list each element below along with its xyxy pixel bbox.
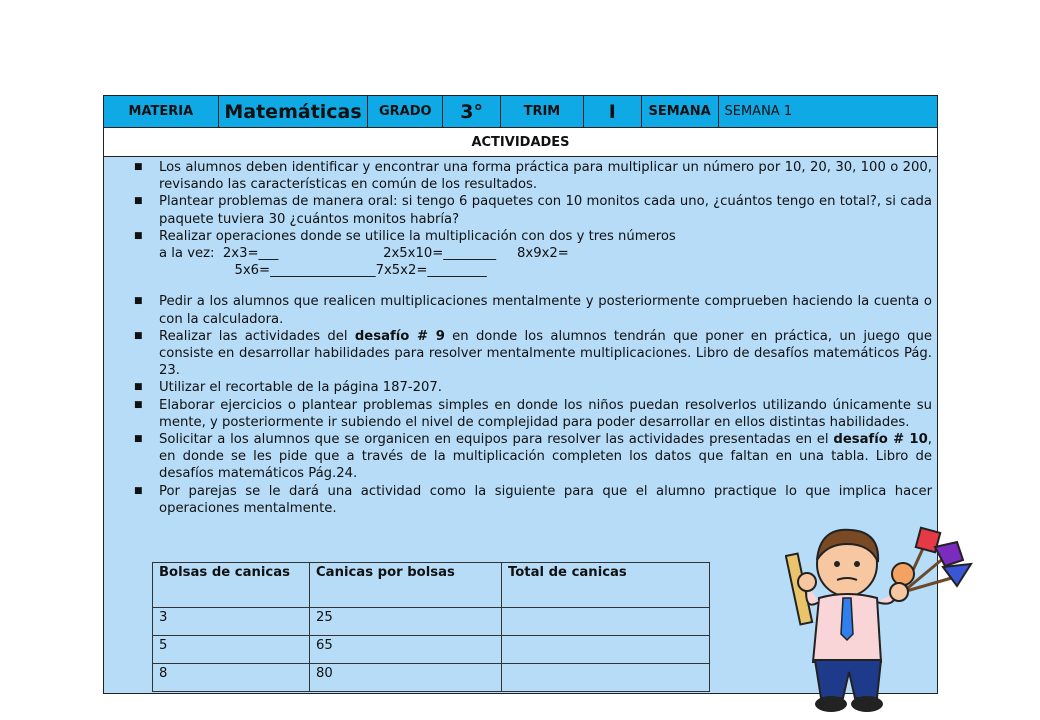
item-text: Los alumnos deben identificar y encontrar una forma práctica para multiplicar un número por 10, 20, 30, 100 o 200, revisando las características en común de los resultados. — [159, 160, 932, 193]
list-item — [104, 397, 934, 431]
item-text: Realizar las actividades del — [159, 328, 355, 344]
table-row — [153, 664, 710, 692]
square-bullet-icon: ■ — [134, 230, 143, 241]
teacher-clipart-icon — [785, 522, 975, 718]
activity-list — [104, 159, 934, 517]
square-bullet-icon: ■ — [134, 485, 143, 496]
operations-line-2: 5x6=________________7x5x2=_________ — [159, 263, 487, 279]
list-item — [104, 431, 934, 483]
item-text: Elaborar ejercicios o plantear problemas simples en donde los niños puedan resolverlos utilizando únicamente su mente, y posteriormente ir subiendo el nivel de complejidad para poder desarrollar en ellos distintas habilidades. — [159, 397, 932, 430]
grado-value: 3° — [443, 96, 501, 127]
square-bullet-icon: ■ — [134, 196, 143, 207]
square-bullet-icon: ■ — [134, 399, 143, 410]
list-item — [104, 159, 934, 193]
item-text: Por parejas se le dará una actividad como la siguiente para que el alumno practique lo que implica hacer operaciones mentalmente. — [159, 483, 932, 516]
square-bullet-icon: ■ — [134, 162, 143, 172]
grado-label: GRADO — [368, 96, 443, 127]
table-header: Canicas por bolsas — [310, 563, 502, 608]
table-cell: 25 — [310, 608, 502, 636]
materia-label: MATERIA — [104, 96, 219, 127]
list-item — [104, 228, 934, 280]
item-text-cont: en donde los alumnos tendrán que poner en práctica, un juego que consiste en desarrollar habilidades para resolver mentalmente multiplicaciones. Libro de desafíos matemáticos Pág. 23. — [159, 328, 933, 379]
trim-value: I — [584, 96, 642, 127]
semana-value: SEMANA 1 — [724, 104, 793, 119]
materia-value: Matemáticas — [219, 96, 369, 127]
table-cell: 5 — [153, 636, 310, 664]
semana-label: SEMANA — [642, 96, 719, 127]
item-text: Pedir a los alumnos que realicen multiplicaciones mentalmente y posteriormente comprueben haciendo la cuenta o con la calculadora. — [159, 294, 932, 327]
actividades-title: ACTIVIDADES — [103, 128, 938, 157]
item-text-cont: , en donde se les pide que a través de la multiplicación completen los datos que faltan en una tabla. Libro de desafíos matemáticos Pág.24. — [159, 432, 932, 482]
spacer — [104, 279, 934, 293]
desafio-9-ref: desafío # 9 — [354, 328, 445, 344]
table-row — [153, 636, 710, 664]
trim-label: TRIM — [501, 96, 584, 127]
table-header: Total de canicas — [502, 563, 710, 608]
item-text: Realizar operaciones donde se utilice la multiplicación con dos y tres números — [159, 228, 676, 244]
list-item — [104, 483, 934, 517]
list-item — [104, 379, 934, 396]
operations-line-1: a la vez: 2x3=___ 2x5x10=________ 8x9x2= — [159, 246, 569, 262]
item-text: Utilizar el recortable de la página 187-207. — [159, 380, 443, 396]
table-cell — [502, 608, 710, 636]
table-row — [153, 608, 710, 636]
item-text: Solicitar a los alumnos que se organicen en equipos para resolver las actividades presentadas en el — [159, 432, 834, 448]
table-cell: 80 — [310, 664, 502, 692]
canicas-table — [152, 562, 710, 692]
square-bullet-icon: ■ — [134, 434, 143, 445]
desafio-10-ref: desafío # 10 — [833, 432, 928, 448]
table-header: Bolsas de canicas — [153, 563, 310, 608]
list-item — [104, 328, 934, 380]
table-cell: 3 — [153, 608, 310, 636]
list-item — [104, 293, 934, 327]
item-text: Plantear problemas de manera oral: si tengo 6 paquetes con 10 monitos cada uno, ¿cuántos tengo en total?, si cada paquete tuviera 30 ¿cuántos monitos habría? — [159, 194, 932, 227]
table-cell — [502, 664, 710, 692]
square-bullet-icon: ■ — [134, 296, 143, 307]
square-bullet-icon: ■ — [134, 382, 143, 393]
square-bullet-icon: ■ — [134, 330, 143, 341]
table-cell — [502, 636, 710, 664]
list-item — [104, 193, 934, 227]
table-cell: 8 — [153, 664, 310, 692]
table-cell: 65 — [310, 636, 502, 664]
table-header-row — [153, 563, 710, 608]
header-row — [103, 95, 938, 128]
